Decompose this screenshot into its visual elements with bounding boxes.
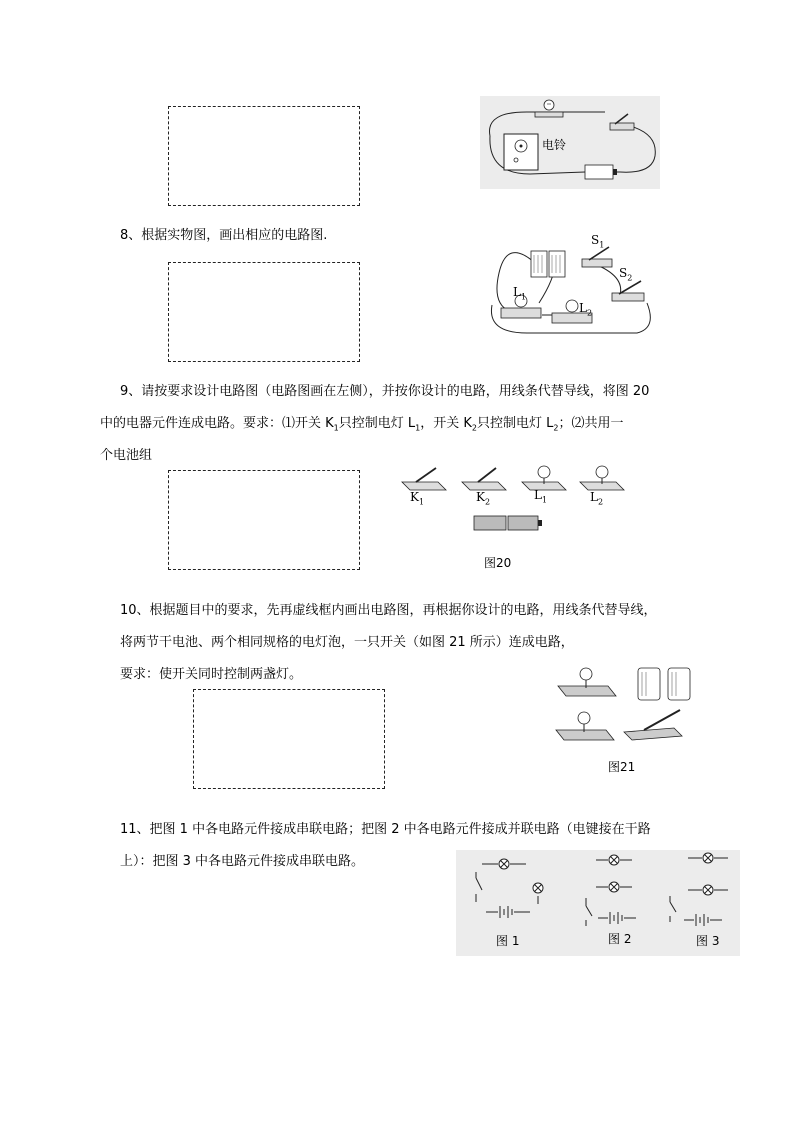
switch-s1-icon (582, 247, 612, 267)
question-11-line-2: 上）：把图 3 中各电路元件接成串联电路。 (120, 854, 365, 869)
label-s1: $S_1$ (591, 233, 605, 250)
switch-k2-icon (462, 468, 506, 490)
figure-2-caption: 图 2 (608, 932, 632, 946)
label-l1: $L_1$ (513, 285, 527, 302)
switch-k1-icon (402, 468, 446, 490)
figure-20 (398, 460, 634, 570)
label-k2: $K_2$ (476, 490, 491, 507)
question-9-line-1: 9、请按要求设计电路图（电路图画在左侧），并按你设计的电路，用线条代替导线，将图 20 (120, 384, 650, 399)
battery-icon (531, 251, 565, 277)
figure-20-caption: 图20 (484, 556, 512, 570)
question-9-line-2: 中的电器元件连成电路。要求：⑴开关 $K_1$只控制电灯 $L_1$，开关 $K_2$只控制电灯 $L_2$；⑵共用一 (100, 416, 624, 433)
label-s2: $S_2$ (619, 266, 633, 283)
bulb-l2-icon (580, 466, 624, 490)
electric-bell-icon (504, 134, 538, 170)
label-l2: $L_2$ (579, 301, 593, 318)
q8-circuit-figure (487, 233, 659, 340)
bell-label: 电铃 (542, 138, 567, 152)
battery-icon (638, 668, 690, 700)
answer-box-q8[interactable] (168, 262, 360, 362)
figure-21 (552, 662, 698, 778)
question-9-line-3: 个电池组 (100, 448, 153, 463)
bulb-icon (535, 100, 563, 117)
answer-box-q10[interactable] (193, 689, 385, 789)
question-10-line-1: 10、根据题目中的要求，先再虚线框内画出电路图，再根据你设计的电路，用线条代替导线， (120, 603, 657, 618)
q7-circuit-figure (480, 96, 660, 189)
label-k1: $K_1$ (410, 490, 425, 507)
figure-1-components (476, 859, 543, 918)
answer-box-q9[interactable] (168, 470, 360, 570)
figure-21-caption: 图21 (608, 760, 636, 774)
bulb-icon (556, 712, 614, 740)
question-10-line-3: 要求：使开关同时控制两盏灯。 (120, 667, 303, 682)
question-10-line-2: 将两节干电池、两个相同规格的电灯泡，一只开关（如图 21 所示）连成电路， (120, 635, 574, 650)
battery-icon (585, 165, 617, 179)
switch-icon (624, 710, 682, 740)
figure-1-2-3-panel (456, 850, 740, 956)
figure-3-components (670, 853, 728, 926)
label-l1: $L_1$ (534, 488, 548, 505)
question-11-line-1: 11、把图 1 中各电路元件接成串联电路；把图 2 中各电路元件接成并联电路（电键接在干路 (120, 822, 651, 837)
bulb-l1-icon (522, 466, 566, 490)
switch-icon (610, 114, 634, 130)
bulb-icon (558, 668, 616, 696)
label-l2: $L_2$ (590, 490, 604, 507)
switch-s2-icon (612, 281, 644, 301)
battery-pack-icon (474, 516, 542, 530)
figure-3-caption: 图 3 (696, 934, 720, 948)
question-8-prompt: 8、根据实物图，画出相应的电路图. (120, 228, 328, 243)
answer-box-q7[interactable] (168, 106, 360, 206)
figure-2-components (586, 855, 636, 926)
figure-1-caption: 图 1 (496, 934, 520, 948)
